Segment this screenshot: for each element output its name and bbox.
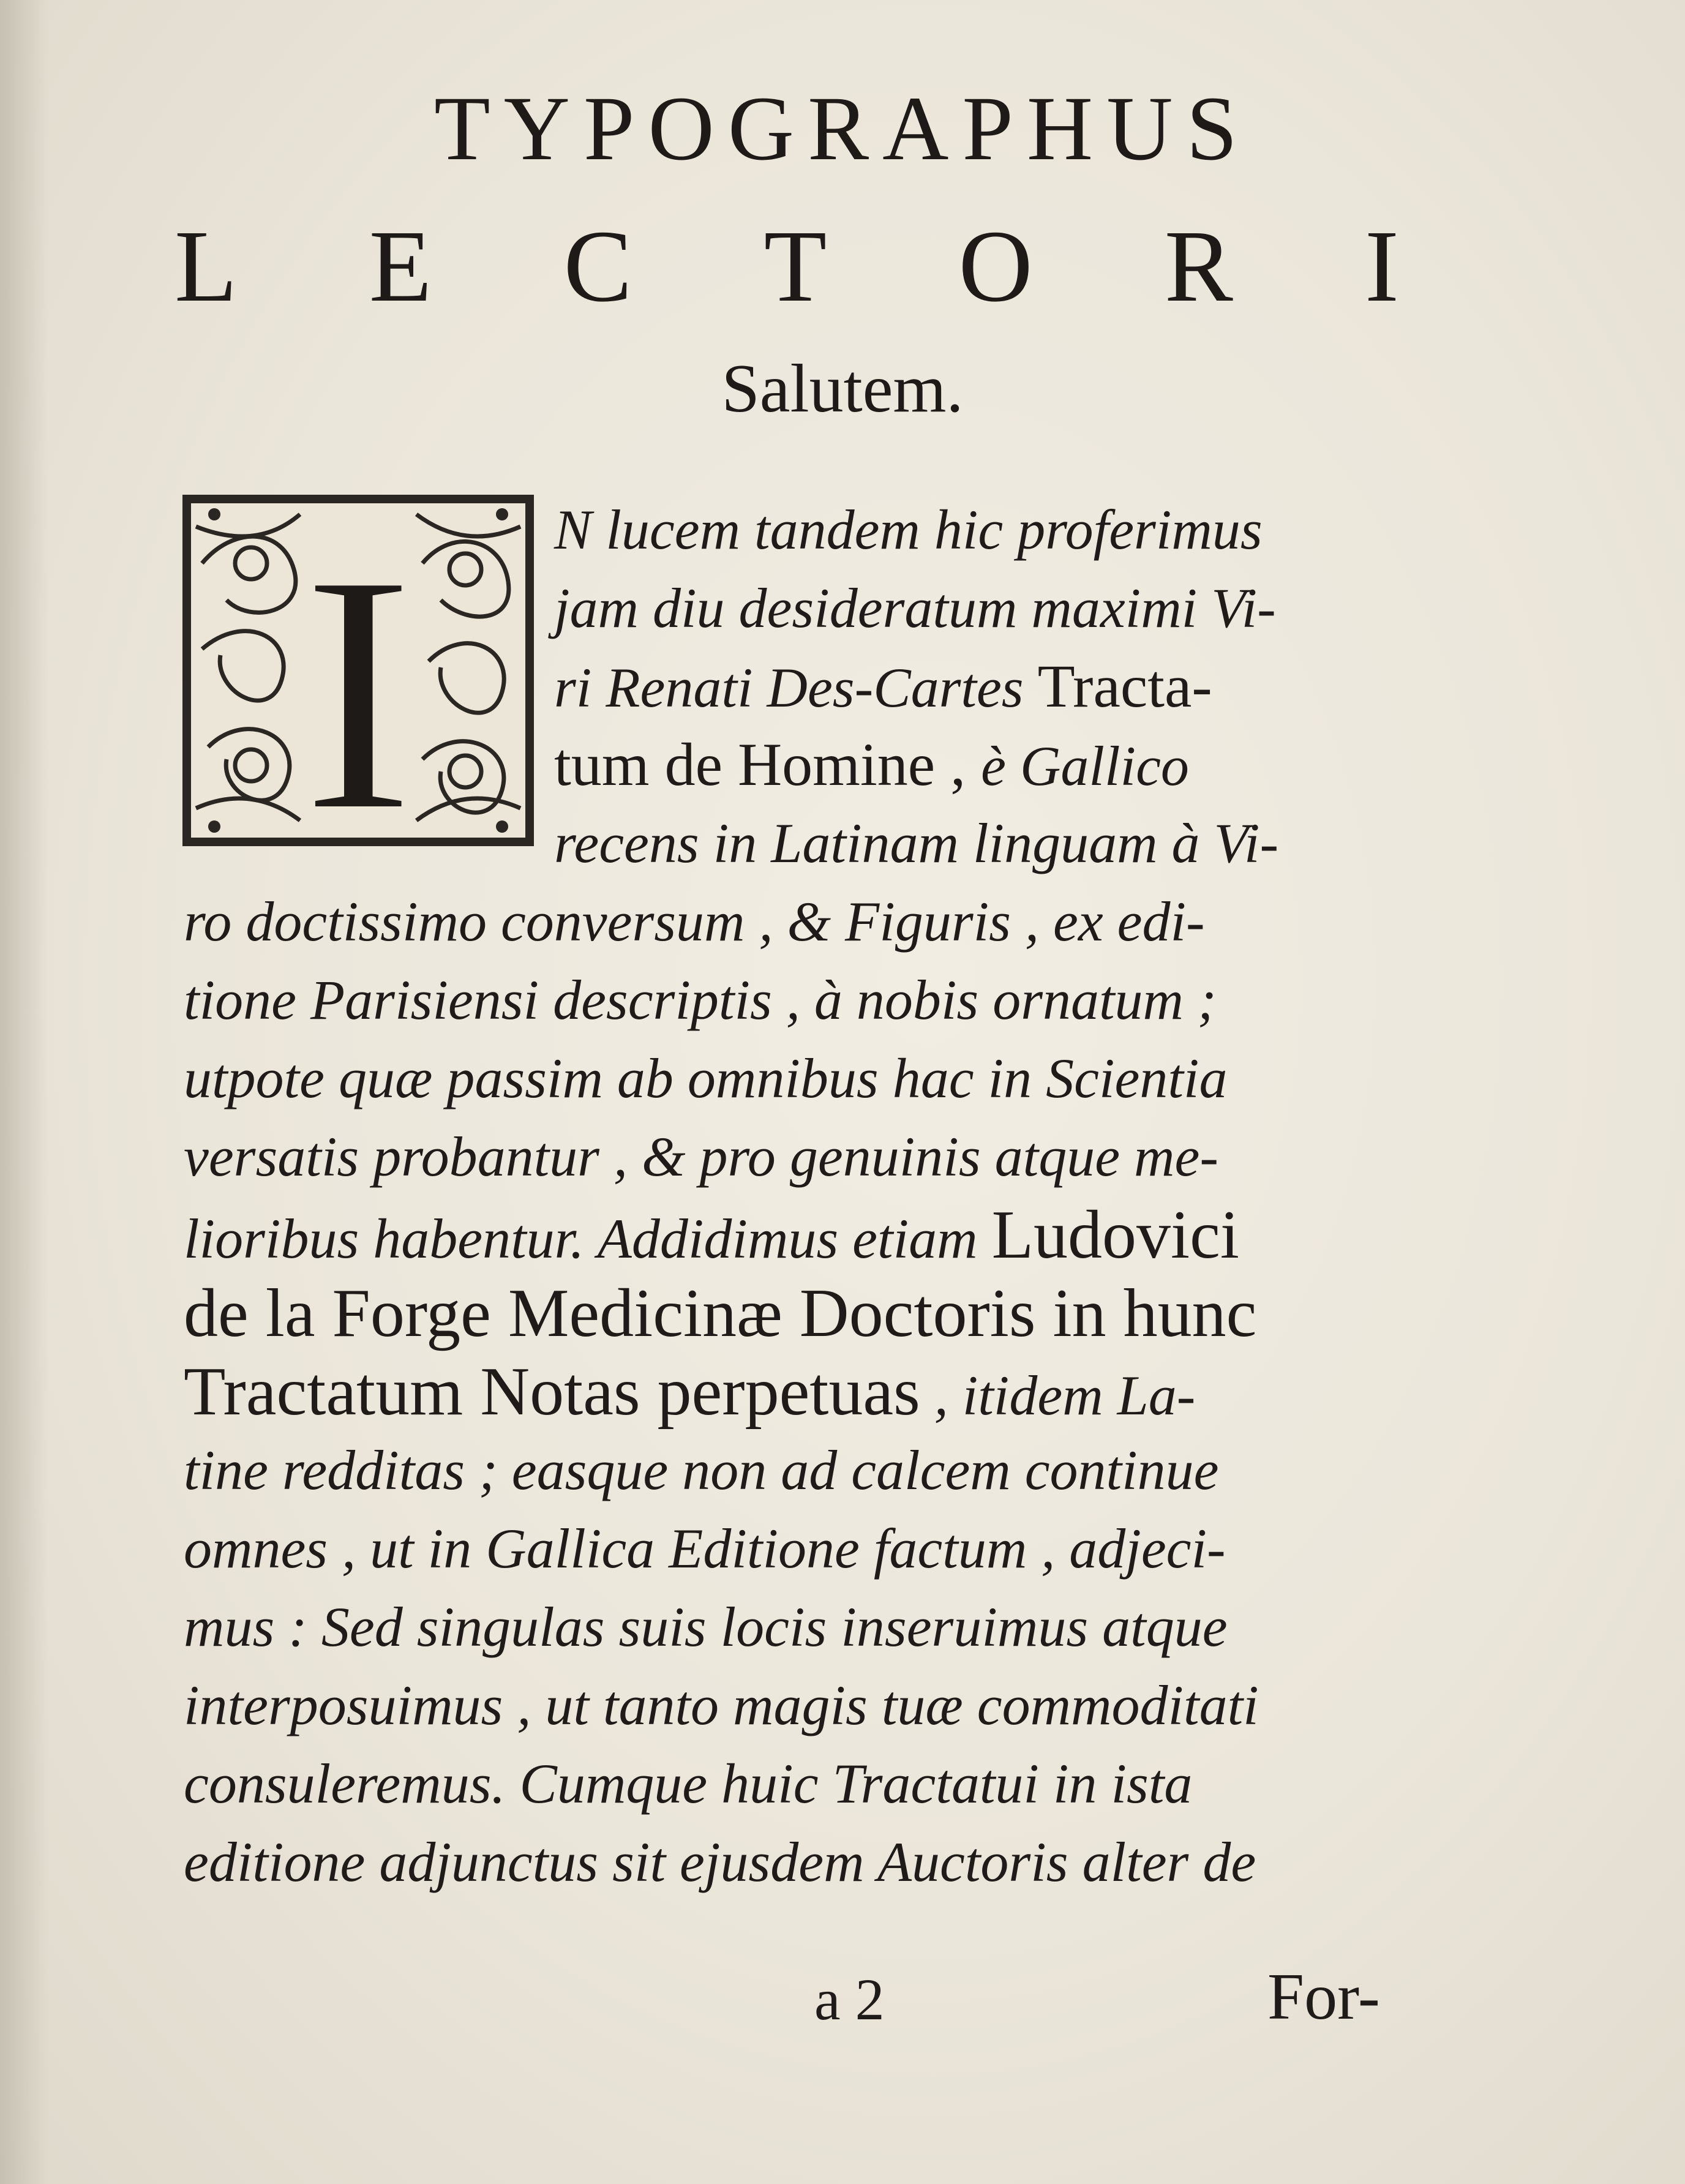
title-lectori-letter: E (369, 209, 432, 323)
body-line-segment: editione adjunctus sit ejusdem Auctoris alter de (184, 1831, 1256, 1893)
ornamental-initial-icon (178, 490, 539, 851)
body-line-segment: versatis probantur , & pro genuinis atque me- (184, 1125, 1218, 1188)
body-line-segment: utpote quæ passim ab omnibus hac in Scientia (184, 1047, 1228, 1109)
body-line-segment: lioribus habentur. Addidimus etiam (184, 1207, 992, 1270)
body-line-segment: Ludovici (991, 1197, 1239, 1273)
catchword: For- (1267, 1961, 1380, 2033)
body-line-segment: recens in Latinam linguam à Vi- (554, 812, 1279, 874)
signature-mark: a 2 (814, 1967, 885, 2032)
body-line-segment: , itidem La- (920, 1364, 1196, 1427)
body-line-segment: Tractatum Notas perpetuas (184, 1354, 920, 1430)
body-line-segment: jam diu desideratum maximi Vi- (554, 577, 1276, 639)
body-line-segment: omnes , ut in Gallica Editione factum , adjeci- (184, 1517, 1226, 1580)
body-line-segment: tum de Homine (554, 730, 936, 798)
title-lectori-letter: L (175, 209, 238, 323)
body-line-segment: mus : Sed singulas suis locis inseruimus atque (184, 1596, 1228, 1658)
title-lectori-letter: R (1164, 209, 1233, 323)
title-lectori (175, 211, 1399, 321)
body-line-segment: tine redditas ; easque non ad calcem continue (184, 1439, 1219, 1501)
body-line-segment: , (935, 730, 981, 798)
title-salutem: Salutem. (721, 351, 964, 427)
body-line-segment: de la Forge Medicinæ Doctoris in hunc (184, 1275, 1257, 1351)
body-line-segment: N lucem tandem hic proferimus (554, 498, 1263, 561)
title-lectori-letter: T (764, 209, 827, 323)
body-line (184, 1822, 1402, 1918)
body-line-segment: ri Renati Des-Cartes (554, 656, 1038, 719)
title-lectori-letter: I (1364, 209, 1399, 323)
title-lectori-letter: O (958, 209, 1033, 323)
body-line-segment: Tracta- (1037, 652, 1212, 720)
title-lectori-letter: C (563, 209, 632, 323)
body-line-segment: ro doctissimo conversum , & Figuris , ex edi- (184, 890, 1205, 953)
body-line-segment: interposuimus , ut tanto magis tuæ commoditati (184, 1674, 1259, 1736)
title-typographus: TYPOGRAPHUS (434, 78, 1251, 179)
body-line-segment: è Gallico (981, 735, 1189, 797)
body-line-segment: consuleremus. Cumque huic Tractatui in ista (184, 1752, 1193, 1815)
dropcap-letter: I (301, 503, 416, 851)
gutter-shadow (0, 0, 49, 2184)
body-line-segment: tione Parisiensi descriptis , à nobis ornatum ; (184, 969, 1217, 1031)
